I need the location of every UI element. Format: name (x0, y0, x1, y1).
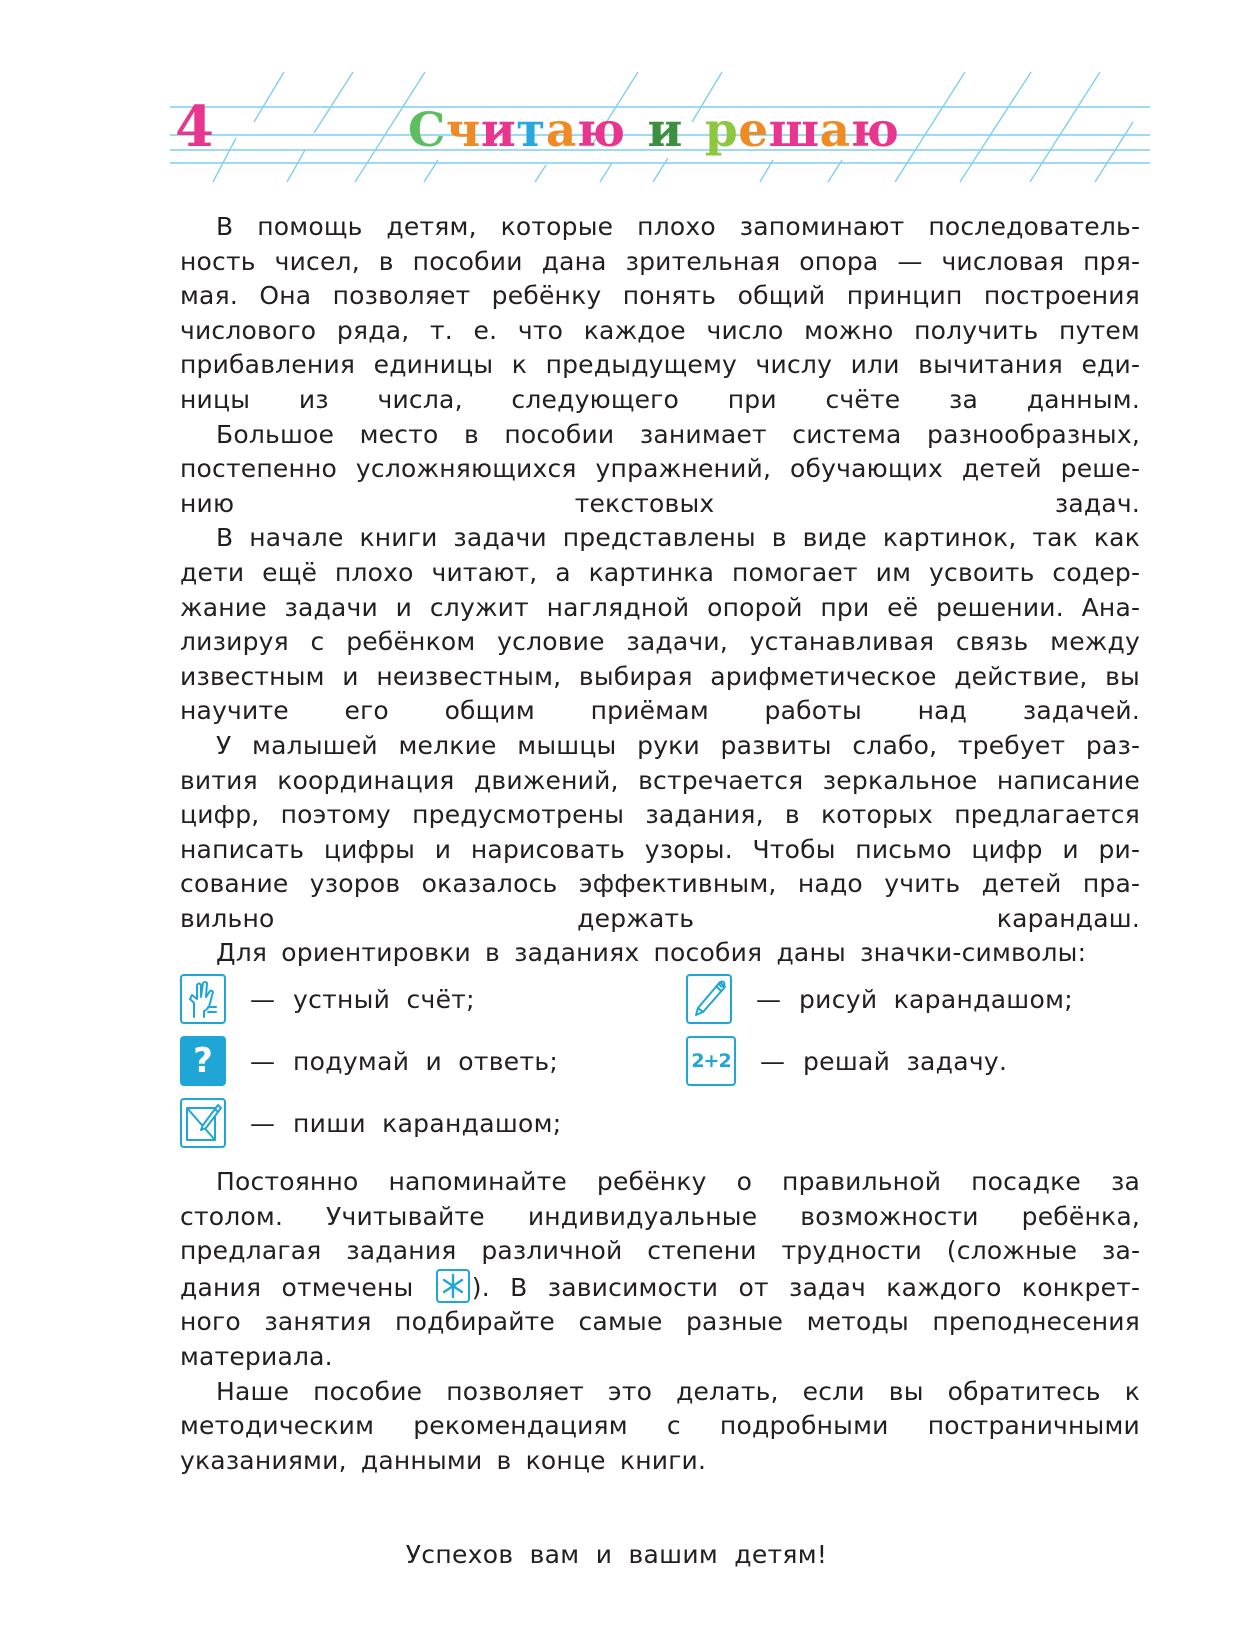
title-letter: ю (850, 103, 900, 158)
title-letter: е (738, 103, 769, 158)
title-word (705, 103, 899, 159)
paragraph (180, 1165, 1140, 1375)
closing-line: Успехов вам и вашим детям! (405, 1540, 828, 1569)
legend-label: устный счёт; (293, 984, 475, 1014)
title-letter: С (408, 103, 446, 158)
legend-dash: — (760, 1046, 785, 1076)
paragraph: Большое место в пособии занимает система разнообразных, постепенно усложняющихся упражнений, обучающих детей решению текстовых задач. (180, 419, 1140, 518)
title-letter: р (704, 103, 739, 158)
legend-item (180, 973, 475, 1025)
paragraph: Для ориентировки в заданиях пособия даны значки-символы: (216, 938, 1087, 968)
hand-counting-icon (180, 974, 226, 1024)
legend-item (180, 1035, 558, 1087)
paragraph-text: Постоянно напоминайте ребёнку о правильной посадке за столом. Учитывайте индивидуальные возможности ребёнка, предлагая задания различной степени трудности (сложные задания отмечены (180, 1167, 1140, 1302)
legend-label: рисуй карандашом; (799, 984, 1073, 1014)
title-letter: и (480, 103, 517, 158)
title-letter: ю (576, 103, 626, 158)
legend-dash: — (250, 984, 275, 1014)
legend-dash: — (250, 1046, 275, 1076)
paragraph-text: ). В зависимости от задач каждого конкретного занятия подбирайте самые разные методы преподнесения материала. (180, 1272, 1140, 1371)
paragraph: У малышей мелкие мышцы руки развиты слабо, требует развития координация движений, встречается зеркальное написание цифр, поэтому предусмотрены задания, в которых предлагается написать цифры и нарисовать узоры. Чтобы письмо цифр и рисование узоров оказалось эффективным, надо учить детей правильно держать карандаш. (180, 730, 1140, 933)
guidance-text (180, 1165, 1140, 1478)
page-number: 4 (175, 94, 214, 160)
question-glyph: ? (193, 1041, 213, 1081)
paragraph: Наше пособие позволяет это делать, если вы обратитесь к методическим рекомендациям с подробными постраничными указаниями, данными в конце книги. (180, 1376, 1140, 1475)
question-icon (180, 1036, 226, 1086)
legend-label: решай задачу. (803, 1046, 1008, 1076)
symbols-legend (180, 973, 1140, 1161)
paragraph: В начале книги задачи представлены в виде картинок, так как дети ещё плохо читают, а картинка помогает им усвоить содержание задачи и служит наглядной опорой при её решении. Анализируя с ребёнком условие задачи, устанавливая связь между известным и неизвестным, выбирая арифметическое действие, вы научите его общим приёмам работы над задачей. (180, 523, 1140, 726)
asterisk-icon (436, 1269, 470, 1303)
title-letter: т (516, 103, 546, 158)
title-letter: и (647, 103, 683, 158)
pencil-writing-icon (180, 1098, 226, 1148)
intro-text (180, 210, 1140, 971)
title-letter: ш (768, 103, 820, 158)
title-letter: а (819, 103, 851, 158)
legend-item (180, 1097, 561, 1149)
title-word (408, 103, 626, 159)
legend-item (686, 1035, 1007, 1087)
legend-label: подумай и ответь; (293, 1046, 559, 1076)
title-letter: ч (445, 103, 481, 158)
page-header (0, 0, 1233, 215)
legend-dash: — (756, 984, 781, 1014)
paragraph: В помощь детям, которые плохо запоминают последовательность чисел, в пособии дана зрительная опора — числовая прямая. Она позволяет ребёнку понять общий принцип построения числового ряда, т. е. что каждое число можно получить путем прибавления единицы к предыдущему числу или вычитания единицы из числа, следующего при счёте за данным. (180, 212, 1140, 414)
title-word (648, 103, 683, 159)
two-plus-two-icon (686, 1036, 736, 1086)
two-plus-two-glyph: 2+2 (691, 1050, 731, 1072)
legend-label: пиши карандашом; (293, 1108, 562, 1138)
legend-dash: — (250, 1108, 275, 1138)
pencil-drawing-icon (686, 974, 732, 1024)
title-letter: а (545, 103, 577, 158)
page-title (408, 103, 899, 159)
legend-item (686, 973, 1073, 1025)
